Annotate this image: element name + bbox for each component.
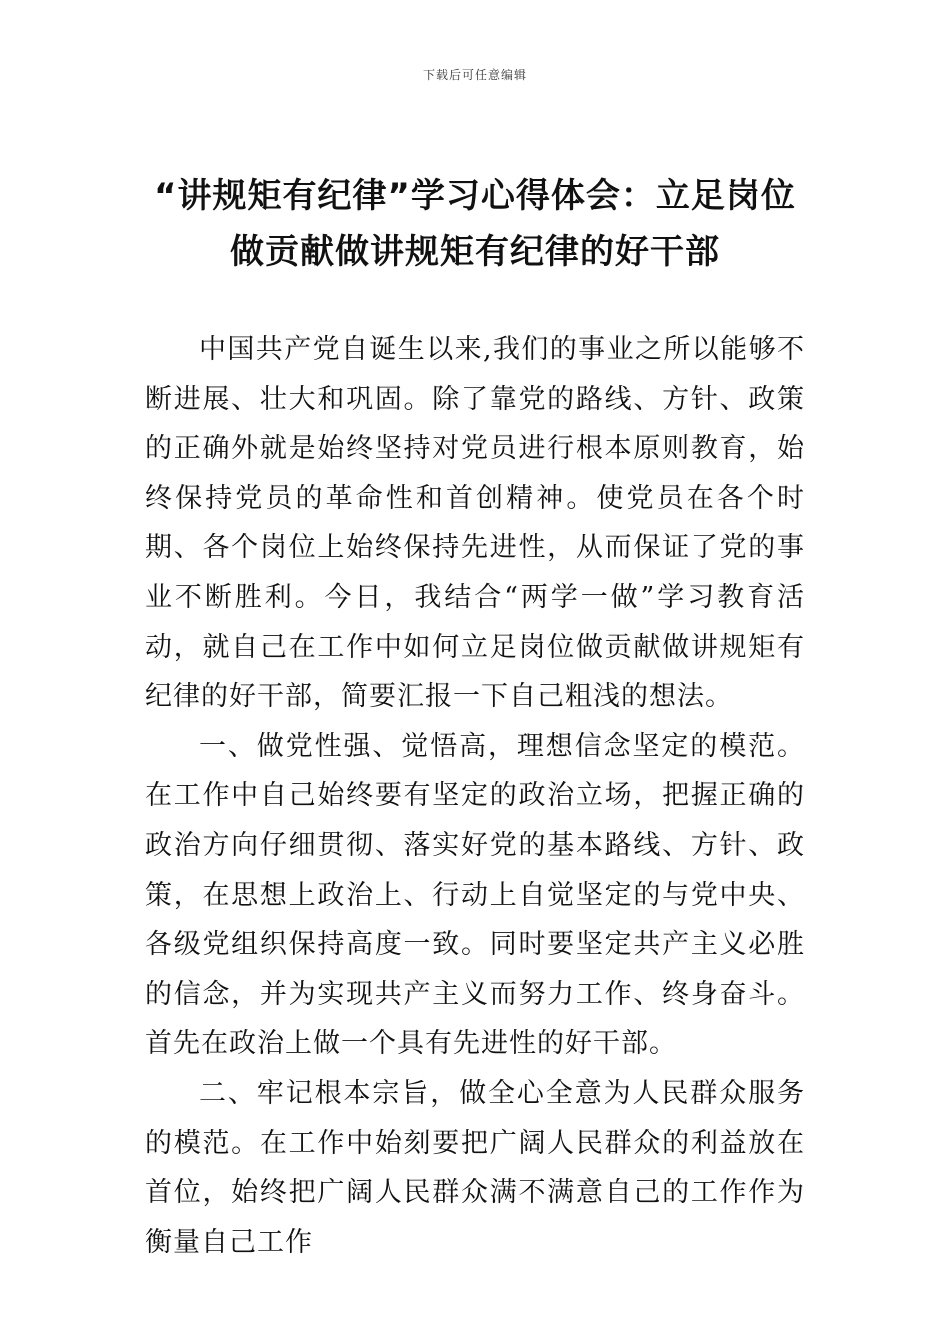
title-line-2: 做贡献做讲规矩有纪律的好干部 [230,232,720,272]
title-line-1: “讲规矩有纪律”学习心得体会：立足岗位 [154,176,796,216]
paragraph-point-two: 二、牢记根本宗旨，做全心全意为人民群众服务的模范。在工作中始刻要把广阔人民群众的利益放在首位，始终把广阔人民群众满不满意自己的工作作为衡量自己工作 [145,1077,805,1258]
document-title [140,168,810,280]
header-note: 下载后可任意编辑 [422,68,527,82]
paragraph-point-one: 一、做党性强、觉悟高，理想信念坚定的模范。在工作中自己始终要有坚定的政治立场，把握正确的政治方向仔细贯彻、落实好党的基本路线、方针、政策，在思想上政治上、行动上自觉坚定的与党中央、各级党组织保持高度一致。同时要坚定共产主义必胜的信念，并为实现共产主义而努力工作、终身奋斗。首先在政治上做一个具有先进性的好干部。 [145,730,805,1060]
paragraph-intro: 中国共产党自诞生以来,我们的事业之所以能够不断进展、壮大和巩固。除了靠党的路线、方针、政策的正确外就是始终坚持对党员进行根本原则教育，始终保持党员的革命性和首创精神。使党员在各个时期、各个岗位上始终保持先进性，从而保证了党的事业不断胜利。今日，我结合“两学一做”学习教育活动，就自己在工作中如何立足岗位做贡献做讲规矩有纪律的好干部，简要汇报一下自己粗浅的想法。 [145,334,805,713]
document-body [145,325,805,1267]
